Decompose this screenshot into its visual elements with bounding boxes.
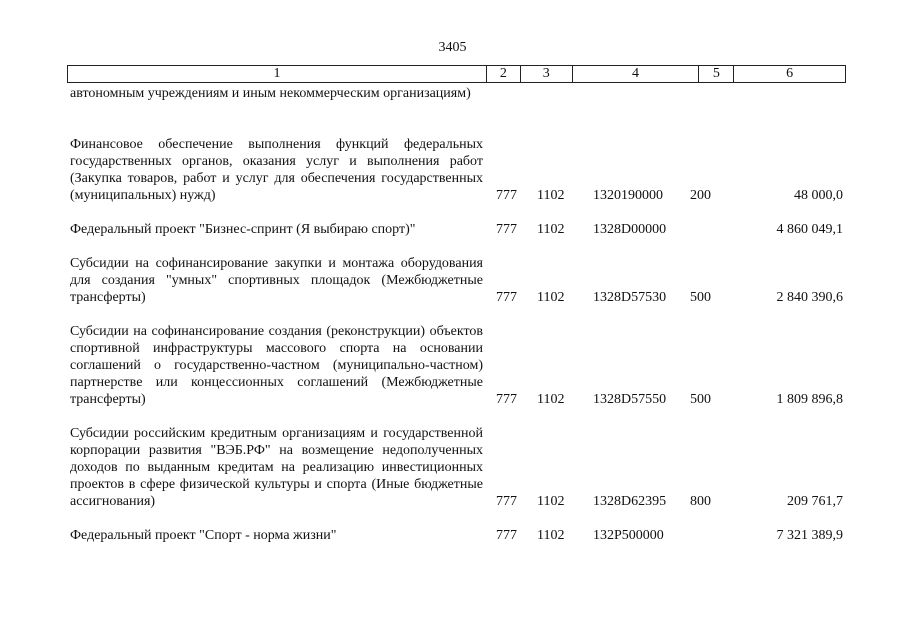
row-csr: 1320190000 (593, 188, 663, 203)
column-header-3: 3 (521, 66, 573, 82)
row-rz: 1102 (537, 188, 565, 203)
row-gr: 777 (496, 494, 517, 509)
row-description: Субсидии на софинансирование создания (реконструкции) объектов спортивной инфраструктуры массового спорта на основании соглашений о государственно-частном (муниципально-частном) партнерстве или концессионных соглашений (Межбюджетные трансферты) (70, 324, 483, 407)
row-description: Федеральный проект "Спорт - норма жизни" (70, 528, 337, 543)
row-rz: 1102 (537, 494, 565, 509)
column-header-1: 1 (68, 66, 487, 82)
row-amount: 1 809 896,8 (776, 392, 843, 407)
column-header-6: 6 (786, 66, 794, 81)
table-row (0, 136, 905, 204)
table-row (0, 221, 905, 238)
table-row (0, 527, 905, 544)
table-row (0, 85, 905, 119)
row-amount: 4 860 049,1 (776, 222, 843, 237)
row-vr: 800 (690, 494, 711, 509)
row-vr: 200 (690, 188, 711, 203)
row-gr: 777 (496, 188, 517, 203)
row-csr: 1328D00000 (593, 222, 667, 237)
row-rz: 1102 (537, 392, 565, 407)
column-header-5: 5 (699, 66, 734, 82)
row-rz: 1102 (537, 528, 565, 543)
row-vr: 500 (690, 290, 711, 305)
row-csr: 132P500000 (593, 528, 664, 543)
row-csr: 1328D62395 (593, 494, 667, 509)
row-csr: 1328D57550 (593, 392, 667, 407)
row-gr: 777 (496, 290, 517, 305)
row-amount: 209 761,7 (787, 494, 843, 509)
row-gr: 777 (496, 528, 517, 543)
row-gr: 777 (496, 392, 517, 407)
row-description: Федеральный проект "Бизнес-спринт (Я выбираю спорт)" (70, 222, 416, 237)
row-description: Субсидии российским кредитным организациям и государственной корпорации развития "ВЭБ.РФ" на возмещение недополученных доходов по выданным кредитам на реализацию инвестиционных проектов в сфере физической культуры и спорта (Иные бюджетные ассигнования) (70, 426, 483, 509)
row-csr: 1328D57530 (593, 290, 667, 305)
table-row (0, 255, 905, 306)
row-vr: 500 (690, 392, 711, 407)
row-rz: 1102 (537, 222, 565, 237)
row-amount: 2 840 390,6 (776, 290, 843, 305)
table-row (0, 425, 905, 510)
table-row (0, 323, 905, 408)
row-rz: 1102 (537, 290, 565, 305)
row-gr: 777 (496, 222, 517, 237)
row-amount: 48 000,0 (794, 188, 843, 203)
row-description: Финансовое обеспечение выполнения функций федеральных государственных органов, оказания услуг и выполнения работ (Закупка товаров, работ и услуг для обеспечения государственных (муниципальных) нужд) (70, 137, 483, 203)
column-header-2: 2 (487, 66, 521, 82)
page-number: 3405 (438, 40, 467, 55)
budget-table-body (0, 85, 905, 544)
column-header-row (67, 65, 846, 83)
row-amount: 7 321 389,9 (776, 528, 843, 543)
row-description: Субсидии на софинансирование закупки и монтажа оборудования для создания "умных" спортивных площадок (Межбюджетные трансферты) (70, 256, 483, 305)
row-description: автономным учреждениям и иным некоммерческим организациям) (70, 86, 471, 101)
column-header-4: 4 (573, 66, 700, 82)
